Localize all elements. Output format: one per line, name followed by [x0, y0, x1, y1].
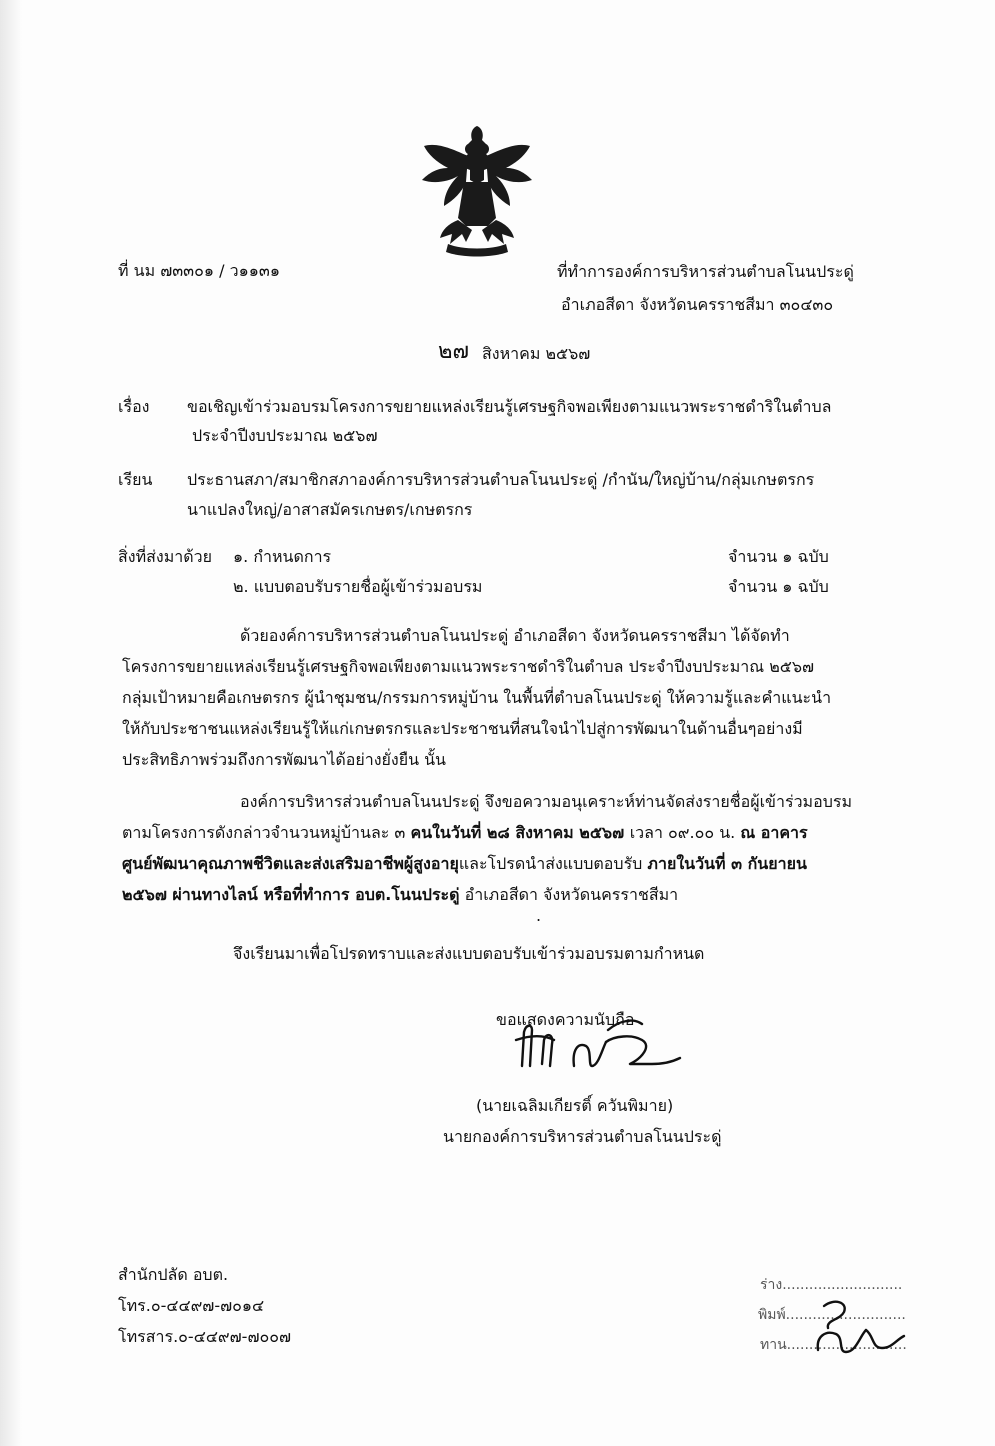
- enclosure-item: ๑. กำหนดการ: [233, 547, 332, 566]
- initials-signature: [804, 1296, 914, 1358]
- paragraph-line: [122, 848, 902, 879]
- recipient-line1: ประธานสภา/สมาชิกสภาองค์การบริหารส่วนตำบลโนนประดู่ /กำนัน/ใหญ่บ้าน/กลุ่มเกษตรกร: [187, 470, 815, 489]
- event-date: คนในวันที่ ๒๘ สิงหาคม ๒๕๖๗: [410, 823, 630, 842]
- office-address-line1: ที่ทำการองค์การบริหารส่วนตำบลโนนประดู่: [557, 262, 854, 281]
- enclosure-qty: จำนวน ๑ ฉบับ: [728, 547, 829, 566]
- paragraph-line: [122, 879, 902, 910]
- signatory-name: (นายเฉลิมเกียรติ์ ควันพิมาย): [476, 1096, 674, 1115]
- typed-line: พิมพ์...........................: [758, 1307, 906, 1323]
- reply-channel: ๒๕๖๗ ผ่านทางไลน์ หรือที่ทำการ อบต.โนนประดู่: [122, 885, 460, 904]
- reference-number: ที่ นม ๗๓๓๐๑ / ว๑๑๓๑: [118, 261, 280, 280]
- paragraph-line: ให้กับประชาชนแหล่งเรียนรู้ให้แก่เกษตรกรและประชาชนที่สนใจนำไปสู่การพัฒนาในด้านอื่นๆอย่างมี: [122, 719, 803, 738]
- closing-sentence: จึงเรียนมาเพื่อโปรดทราบและส่งแบบตอบรับเข้าร่วมอบรมตามกำหนด: [233, 944, 705, 963]
- text-run: อำเภอสีดา จังหวัดนครราชสีมา: [459, 885, 679, 904]
- subject-line1: ขอเชิญเข้าร่วมอบรมโครงการขยายแหล่งเรียนรู้เศรษฐกิจพอเพียงตามแนวพระราชดำริในตำบล: [187, 397, 832, 416]
- paragraph-line: ด้วยองค์การบริหารส่วนตำบลโนนประดู่ อำเภอสีดา จังหวัดนครราชสีมา ได้จัดทำ: [240, 626, 790, 645]
- paragraph-line: [122, 817, 902, 848]
- handwritten-signature: [502, 1006, 692, 1076]
- garuda-emblem-icon: [418, 122, 536, 260]
- paragraph-line: องค์การบริหารส่วนตำบลโนนประดู่ จึงขอความอนุเคราะห์ท่านจัดส่งรายชื่อผู้เข้าร่วมอบรม: [240, 792, 852, 811]
- body-paragraph-2: [122, 786, 902, 910]
- department-name: สำนักปลัด อบต.: [118, 1265, 229, 1284]
- page-shadow-edge: [0, 0, 22, 1446]
- text-run: และโปรดนำส่งแบบตอบรับ: [458, 854, 648, 873]
- text-run: ตามโครงการดังกล่าวจำนวนหมู่บ้านละ ๓: [122, 823, 411, 842]
- recipient-label: เรียน: [118, 470, 153, 489]
- paragraph-line: กลุ่มเป้าหมายคือเกษตรกร ผู้นำชุมชน/กรรมการหมู่บ้าน ในพื้นที่ตำบลโนนประดู่ ให้ความรู้และคำแนะนำ: [122, 688, 832, 707]
- enclosures-label: สิ่งที่ส่งมาด้วย: [118, 547, 212, 566]
- date-day: ๒๗: [438, 339, 470, 364]
- reply-deadline: ภายในวันที่ ๓ กันยายน: [647, 854, 807, 873]
- stray-mark: .: [536, 906, 542, 925]
- venue-label: ณ อาคาร: [740, 823, 808, 842]
- telephone-number: โทร.๐-๔๔๙๗-๗๐๑๔: [118, 1296, 265, 1315]
- fax-number: โทรสาร.๐-๔๔๙๗-๗๐๐๗: [118, 1327, 292, 1346]
- draft-line: ร่าง...........................: [760, 1277, 903, 1293]
- recipient-line2: นาแปลงใหญ่/อาสาสมัครเกษตร/เกษตรกร: [187, 500, 473, 519]
- date-month-year: สิงหาคม ๒๕๖๗: [482, 344, 591, 363]
- subject-line2: ประจำปีงบประมาณ ๒๕๖๗: [192, 426, 378, 445]
- enclosure-item: ๒. แบบตอบรับรายชื่อผู้เข้าร่วมอบรม: [233, 577, 483, 596]
- enclosure-qty: จำนวน ๑ ฉบับ: [728, 577, 829, 596]
- checked-line: ทาน...........................: [760, 1337, 907, 1353]
- signatory-position: นายกองค์การบริหารส่วนตำบลโนนประดู่: [443, 1127, 722, 1146]
- paragraph-line: โครงการขยายแหล่งเรียนรู้เศรษฐกิจพอเพียงตามแนวพระราชดำริในตำบล ประจำปีงบประมาณ ๒๕๖๗: [122, 657, 815, 676]
- complimentary-close: ขอแสดงความนับถือ: [496, 1010, 635, 1029]
- body-paragraph-1: [122, 620, 902, 775]
- paragraph-line: ประสิทธิภาพร่วมถึงการพัฒนาได้อย่างยั่งยืน นั้น: [122, 750, 446, 769]
- subject-label: เรื่อง: [118, 397, 150, 416]
- office-address-line2: อำเภอสีดา จังหวัดนครราชสีมา ๓๐๔๓๐: [561, 295, 834, 314]
- venue-name: ศูนย์พัฒนาคุณภาพชีวิตและส่งเสริมอาชีพผู้สูงอายุ: [122, 854, 459, 873]
- text-run: เวลา ๐๙.๐๐ น.: [629, 823, 741, 842]
